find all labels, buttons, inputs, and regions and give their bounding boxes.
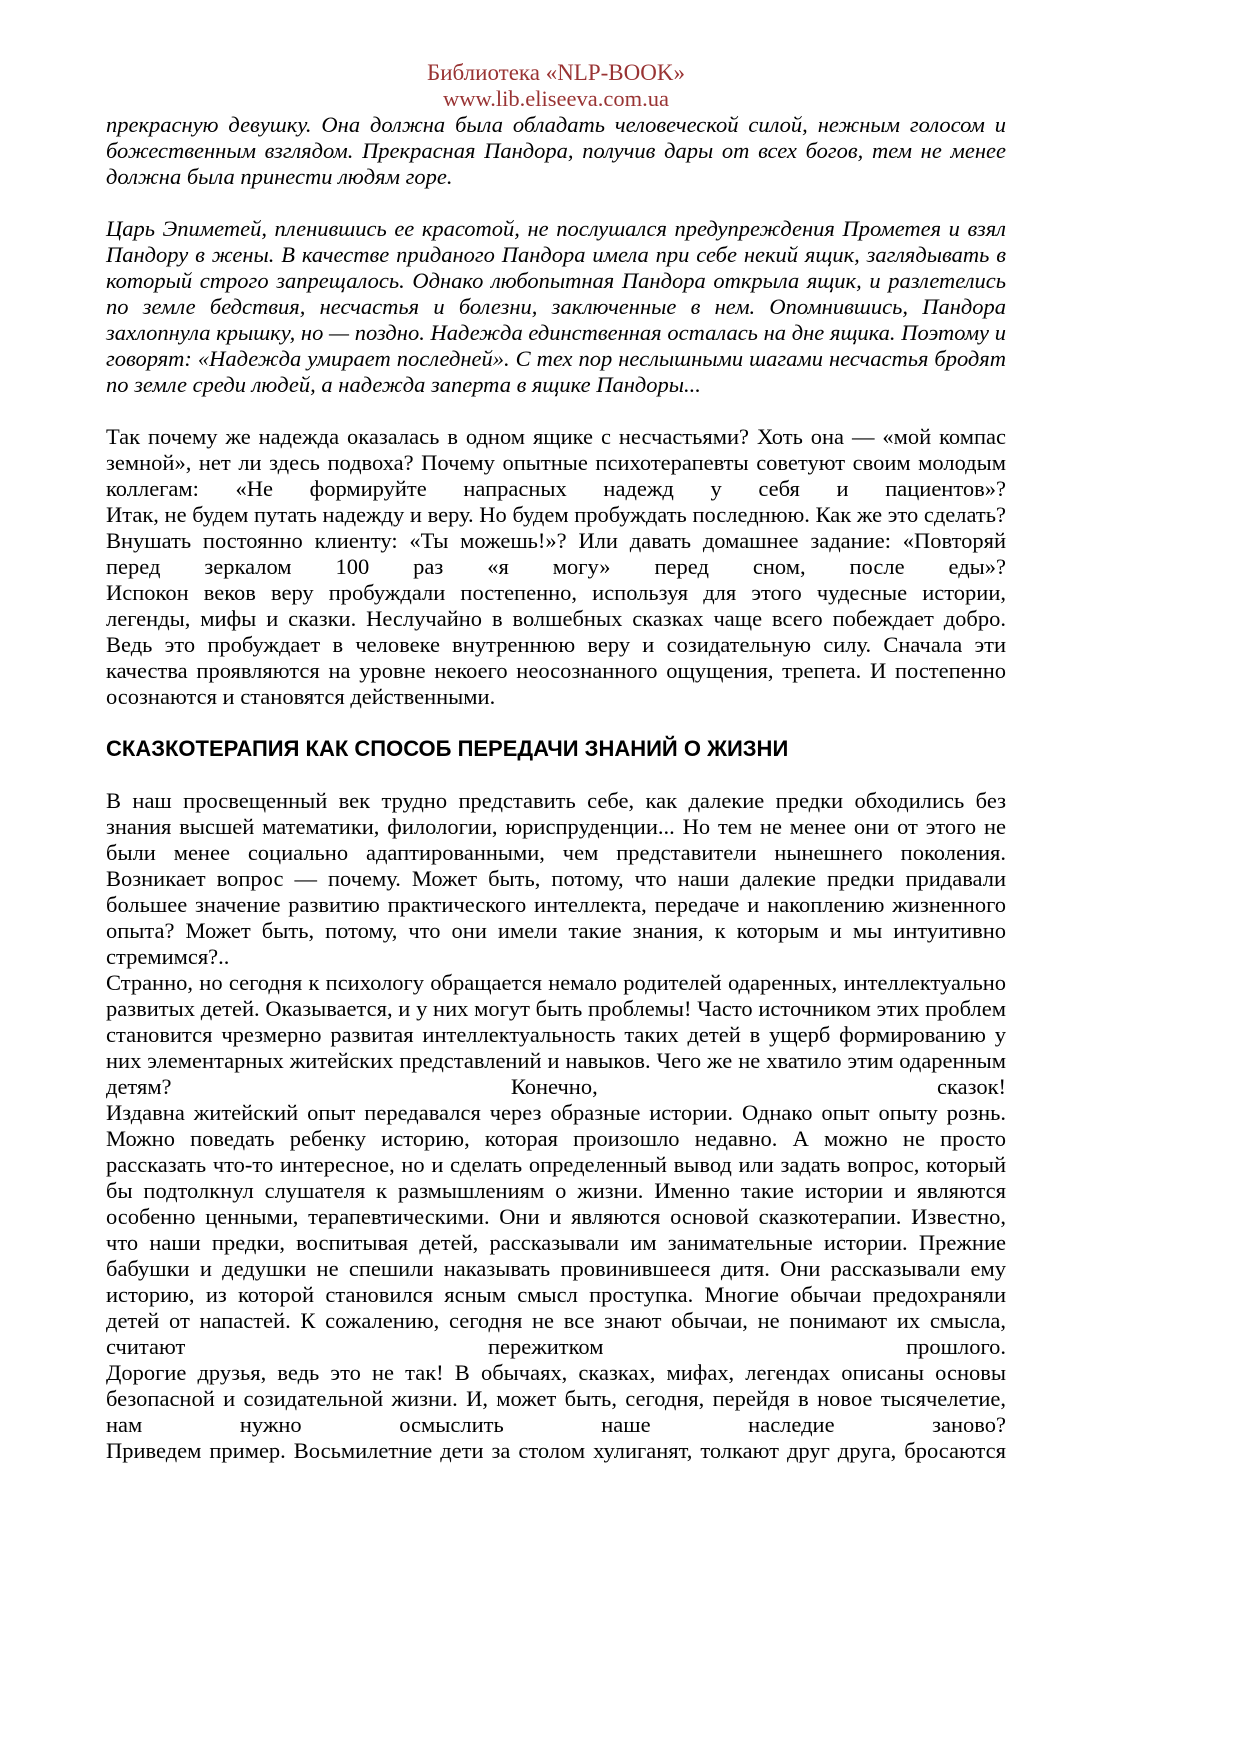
section-heading: СКАЗКОТЕРАПИЯ КАК СПОСОБ ПЕРЕДАЧИ ЗНАНИЙ О ЖИЗНИ	[106, 736, 789, 761]
paragraph-ancestors-knowledge: В наш просвещенный век трудно представить себе, как далекие предки обходились без знания высшей математики, филологии, юриспруденции... Но тем не менее они от этого не были менее социально адаптированными, чем представители нынешнего поколения. Возникает вопрос — почему. Может быть, потому, что наши далекие предки придавали большее значение развитию практического интеллекта, передаче и накоплению жизненного опыта? Может быть, потому, что они имели такие знания, к которым и мы интуитивно стремимся?..	[106, 788, 1006, 969]
paragraph-hope-faith: Итак, не будем путать надежду и веру. Но будем пробуждать последнюю. Как же это сделать? Внушать постоянно клиенту: «Ты можешь!»? Или давать домашнее задание: «Повторяй перед зеркалом 100 раз «я могу» перед сном, после еды»?	[106, 502, 1006, 579]
paragraph-pandora-story: Царь Эпиметей, пленившись ее красотой, не послушался предупреждения Прометея и взял Пандору в жены. В качестве приданого Пандора имела при себе некий ящик, заглядывать в который строго запрещалось. Однако любопытная Пандора открыла ящик, и разлетелись по земле бедствия, несчастья и болезни, заключенные в нем. Опомнившись, Пандора захлопнула крышку, но — поздно. Надежда единственная осталась на дне ящика. Поэтому и говорят: «Надежда умирает последней». С тех пор неслышными шагами несчастья бродят по земле среди людей, а надежда заперта в ящике Пандоры...	[106, 216, 1006, 397]
library-url	[106, 86, 1006, 112]
library-url-link[interactable]: www.lib.eliseeva.com.ua	[443, 86, 669, 111]
paragraph-gifted-children: Странно, но сегодня к психологу обращается немало родителей одаренных, интеллектуально развитых детей. Оказывается, и у них могут быть проблемы! Часто источником этих проблем становится чрезмерно развитая интеллектуальность таких детей в ущерб формированию у них элементарных житейских представлений и навыков. Чего же не хватило этим одаренным детям? Конечно, сказок!	[106, 970, 1006, 1099]
paragraph-example-start: Приведем пример. Восьмилетние дети за столом хулиганят, толкают друг друга, бросаются	[106, 1438, 1006, 1463]
paragraph-life-experience: Издавна житейский опыт передавался через образные истории. Однако опыт опыту рознь. Можно поведать ребенку историю, которая произошло недавно. А можно не просто рассказать что-то интересное, но и сделать определенный вывод или задать вопрос, который бы подтолкнул слушателя к размышлениям о жизни. Именно такие истории и являются особенно ценными, терапевтическими. Они и являются основой сказкотерапии. Известно, что наши предки, воспитывая детей, рассказывали им занимательные истории. Прежние бабушки и дедушки не спешили наказывать провинившееся дитя. Они рассказывали ему историю, из которой становился ясным смысл проступка. Многие обычаи предохраняли детей от напастей. К сожалению, сегодня не все знают обычаи, не понимают их смысла, считают пережитком прошлого.	[106, 1100, 1006, 1359]
paragraph-hope-question: Так почему же надежда оказалась в одном ящике с несчастьями? Хоть она — «мой компас земной», нет ли здесь подвоха? Почему опытные психотерапевты советуют своим молодым коллегам: «Не формируйте напрасных надежд у себя и пациентов»?	[106, 424, 1006, 501]
paragraph-pandora-intro: прекрасную девушку. Она должна была обладать человеческой силой, нежным голосом и божественным взглядом. Прекрасная Пандора, получив дары от всех богов, тем не менее должна была принести людям горе.	[106, 112, 1006, 189]
document-header	[106, 60, 1006, 112]
paragraph-hope-tales: Испокон веков веру пробуждали постепенно, используя для этого чудесные истории, легенды, мифы и сказки. Неслучайно в волшебных сказках чаще всего побеждает добро. Ведь это пробуждает в человеке внутреннюю веру и созидательную силу. Сначала эти качества проявляются на уровне некоего неосознанного ощущения, трепета. И постепенно осознаются и становятся действенными.	[106, 580, 1006, 709]
library-title: Библиотека «NLP-BOOK»	[427, 60, 685, 85]
paragraph-customs-heritage: Дорогие друзья, ведь это не так! В обычаях, сказках, мифах, легендах описаны основы безопасной и созидательной жизни. И, может быть, сегодня, перейдя в новое тысячелетие, нам нужно осмыслить наше наследие заново?	[106, 1360, 1006, 1437]
